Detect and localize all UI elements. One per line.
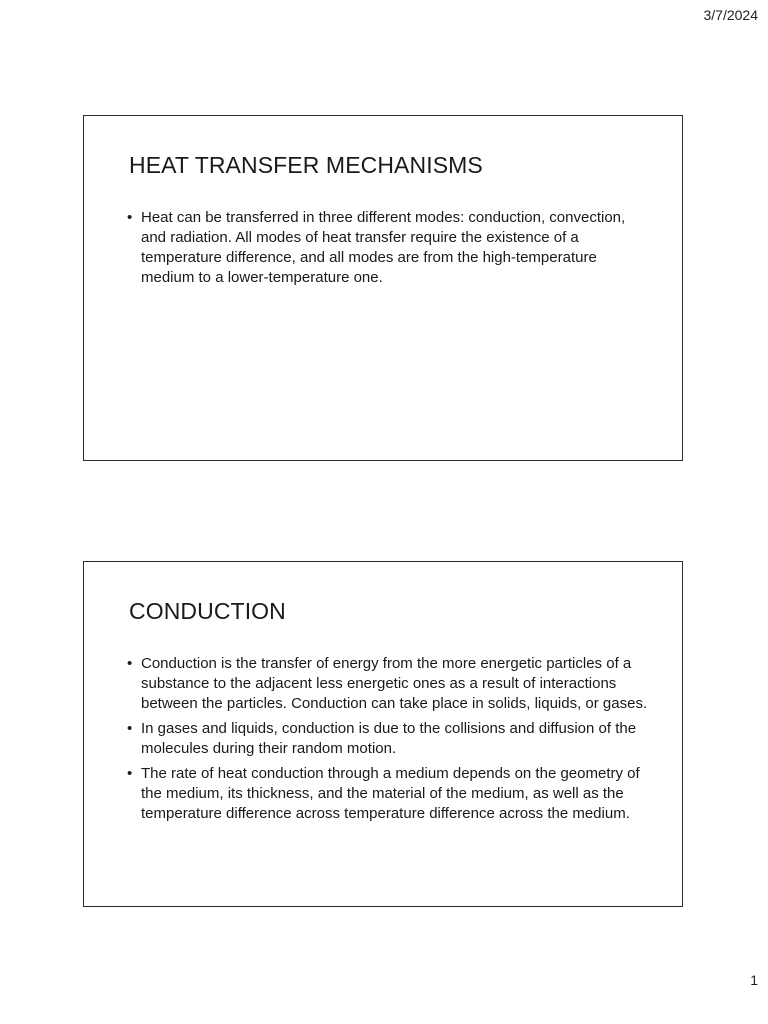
- page-date: 3/7/2024: [703, 7, 758, 23]
- slide-title: HEAT TRANSFER MECHANISMS: [129, 152, 483, 178]
- slide-conduction: [83, 561, 683, 907]
- bullet-item: • Conduction is the transfer of energy from the more energetic particles of a substance to the adjacent less energetic ones as a result of interactions between the particles. Conduction can take place in solids, liquids, or gases.: [127, 654, 652, 714]
- bullet-list: [127, 654, 652, 829]
- bullet-item: • In gases and liquids, conduction is due to the collisions and diffusion of the molecules during their random motion.: [127, 719, 652, 759]
- slide-title: CONDUCTION: [129, 598, 286, 624]
- bullet-list: [127, 208, 652, 293]
- page-number: 1: [750, 972, 758, 988]
- bullet-item: • The rate of heat conduction through a medium depends on the geometry of the medium, its thickness, and the material of the medium, as well as the temperature difference across temperature difference across the medium.: [127, 764, 652, 824]
- bullet-item: • Heat can be transferred in three different modes: conduction, convection, and radiation. All modes of heat transfer require the existence of a temperature difference, and all modes are from the high-temperature medium to a lower-temperature one.: [127, 208, 652, 288]
- slide-heat-transfer-mechanisms: [83, 115, 683, 461]
